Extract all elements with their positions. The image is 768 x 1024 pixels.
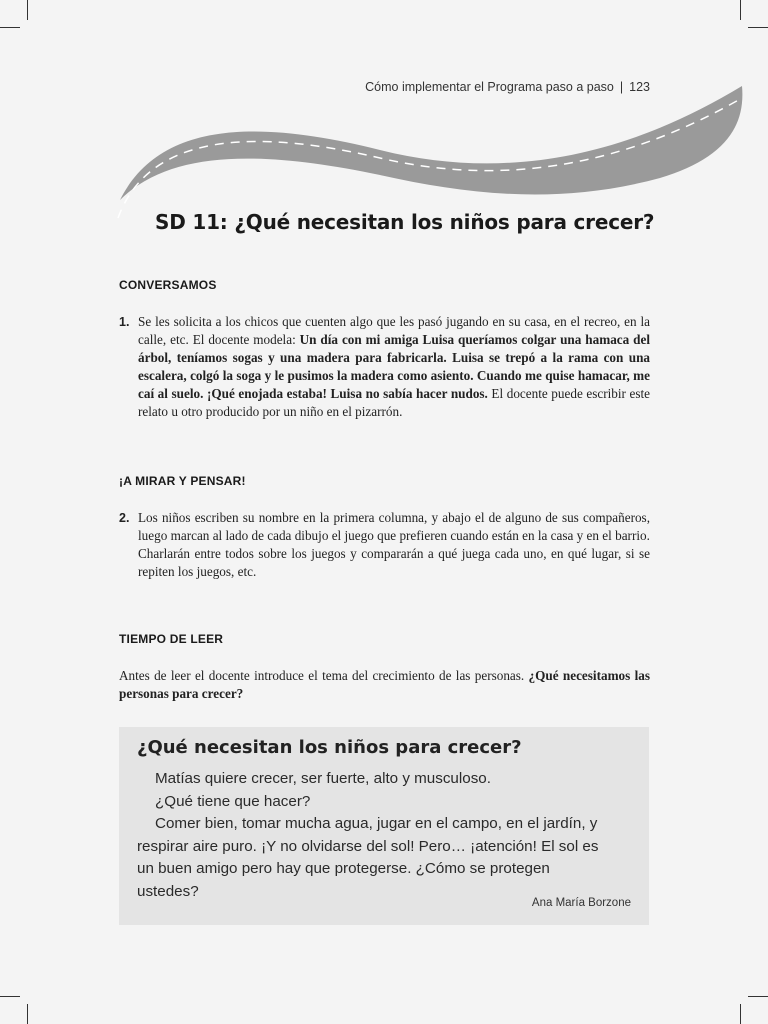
crop-mark: [740, 1004, 741, 1024]
reading-intro-question: ¿Qué necesitamos las personas para crecer?: [119, 668, 650, 701]
crop-mark: [0, 996, 20, 997]
header-separator: |: [619, 80, 624, 94]
reading-intro-text: Antes de leer el docente introduce el tema del crecimiento de las personas.: [119, 668, 529, 683]
reading-author: Ana María Borzone: [531, 897, 631, 909]
reading-box: [119, 727, 649, 925]
section-heading-mirar: ¡A MIRAR Y PENSAR!: [119, 474, 246, 488]
reading-body: [137, 768, 607, 903]
crop-mark: [748, 996, 768, 997]
activity-paragraph-2: Charlarán entre todos sobre los juegos y compararán a qué juega cada uno, en qué lugar, si se repiten los juegos, etc.: [138, 546, 650, 579]
activity-text: [138, 313, 650, 421]
activity-text-intro: Se les solicita a los chicos que cuenten algo que les pasó jugando en su casa, en el recreo, en la calle, etc. El docente modela:: [138, 314, 650, 347]
item-number: 2.: [119, 511, 130, 525]
reading-paragraph-3: [137, 813, 607, 903]
crop-mark: [27, 1004, 28, 1024]
activity-paragraph-1: Los niños escriben su nombre en la primera columna, y abajo el de alguno de sus compañeros, luego marcan al lado de cada dibujo el juego que prefieren cuando están en la casa y en el barrio.: [138, 510, 650, 543]
item-number: 1.: [119, 315, 130, 329]
page-title: SD 11: ¿Qué necesitan los niños para crecer?: [155, 210, 655, 234]
reading-title: ¿Qué necesitan los niños para crecer?: [137, 737, 522, 758]
page-number: 123: [629, 80, 650, 94]
reading-line-1: Matías quiere crecer, ser fuerte, alto y musculoso.: [155, 770, 491, 787]
reading-paragraph-3-text: Comer bien, tomar mucha agua, jugar en el campo, en el jardín, y respirar aire puro. ¡Y no olvidarse del sol! Pero… ¡atención! El sol es un buen amigo pero hay que protegerse. ¿Cómo se protegen ustedes?: [137, 815, 599, 900]
model-story: Un día con mi amiga Luisa queríamos colgar una hamaca del árbol, teníamos sogas y una madera para fabricarla. Luisa se trepó a la rama con una escalera, colgó la soga y le pusimos la madera como asiento. Cuando me quise hamacar, me caí al suelo. ¡Qué enojada estaba! Luisa no sabía hacer nudos.: [138, 332, 650, 401]
activity-item-2: [119, 509, 650, 581]
section-heading-conversamos: CONVERSAMOS: [119, 278, 217, 292]
decorative-swoosh: [0, 0, 768, 240]
section-heading-tiempo: TIEMPO DE LEER: [119, 632, 224, 646]
running-title: Cómo implementar el Programa paso a paso: [365, 80, 614, 94]
activity-item-1: [119, 313, 650, 421]
activity-text-outro: El docente puede escribir este relato u otro producido por un niño en el pizarrón.: [138, 386, 650, 419]
swoosh-band: [120, 86, 742, 200]
reading-line-2: ¿Qué tiene que hacer?: [155, 792, 311, 810]
reading-intro: [119, 667, 650, 703]
